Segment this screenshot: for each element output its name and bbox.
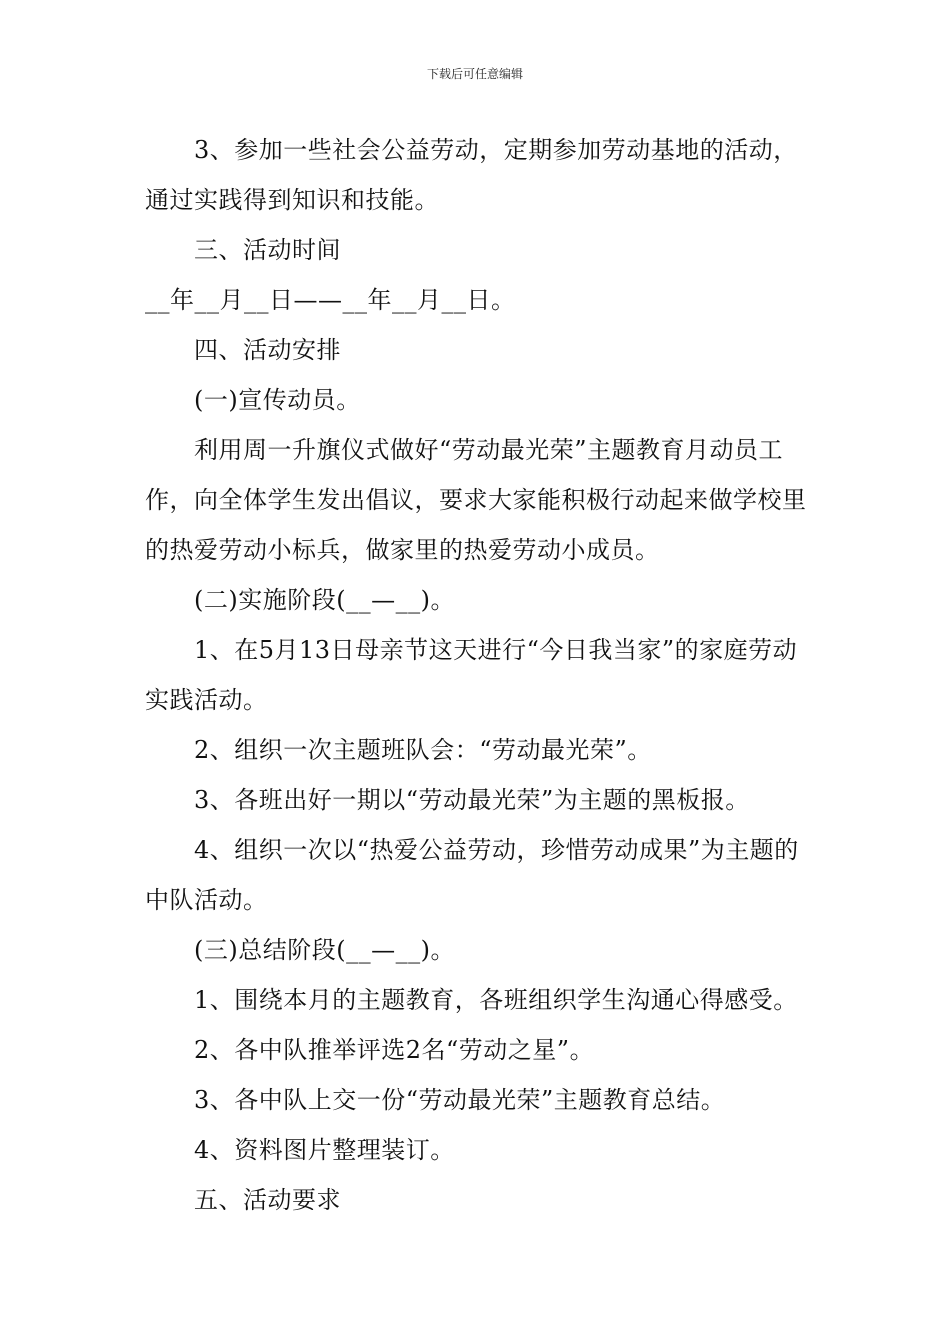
list-item: 3、各班出好一期以“劳动最光荣”为主题的黑板报。 (194, 786, 750, 814)
list-item: 4、资料图片整理装订。 (194, 1136, 455, 1164)
document-body (145, 125, 810, 1225)
date-range-line: __年__月__日——__年__月__日。 (145, 286, 516, 314)
list-item: 1、在5月13日母亲节这天进行“今日我当家”的家庭劳动实践活动。 (145, 636, 798, 714)
section-heading-time: 三、活动时间 (194, 236, 341, 264)
subsection-heading-summary: (三)总结阶段(__—__)。 (194, 936, 455, 964)
subsection-heading-mobilization: (一)宣传动员。 (194, 386, 361, 414)
list-item: 1、围绕本月的主题教育，各班组织学生沟通心得感受。 (194, 986, 798, 1014)
section-heading-requirements: 五、活动要求 (194, 1186, 341, 1214)
paragraph-mobilization: 利用周一升旗仪式做好“劳动最光荣”主题教育月动员工作，向全体学生发出倡议，要求大家能积极行动起来做学校里的热爱劳动小标兵，做家里的热爱劳动小成员。 (145, 436, 807, 564)
subsection-heading-implementation: (二)实施阶段(__—__)。 (194, 586, 455, 614)
paragraph-item-3: 3、参加一些社会公益劳动，定期参加劳动基地的活动，通过实践得到知识和技能。 (145, 136, 798, 214)
list-item: 2、组织一次主题班队会：“劳动最光荣”。 (194, 736, 652, 764)
page-header: 下载后可任意编辑 (426, 67, 523, 81)
list-item: 2、各中队推举评选2名“劳动之星”。 (194, 1036, 595, 1064)
list-item: 4、组织一次以“热爱公益劳动，珍惜劳动成果”为主题的中队活动。 (145, 836, 799, 914)
list-item: 3、各中队上交一份“劳动最光荣”主题教育总结。 (194, 1086, 726, 1114)
section-heading-arrangement: 四、活动安排 (194, 336, 341, 364)
